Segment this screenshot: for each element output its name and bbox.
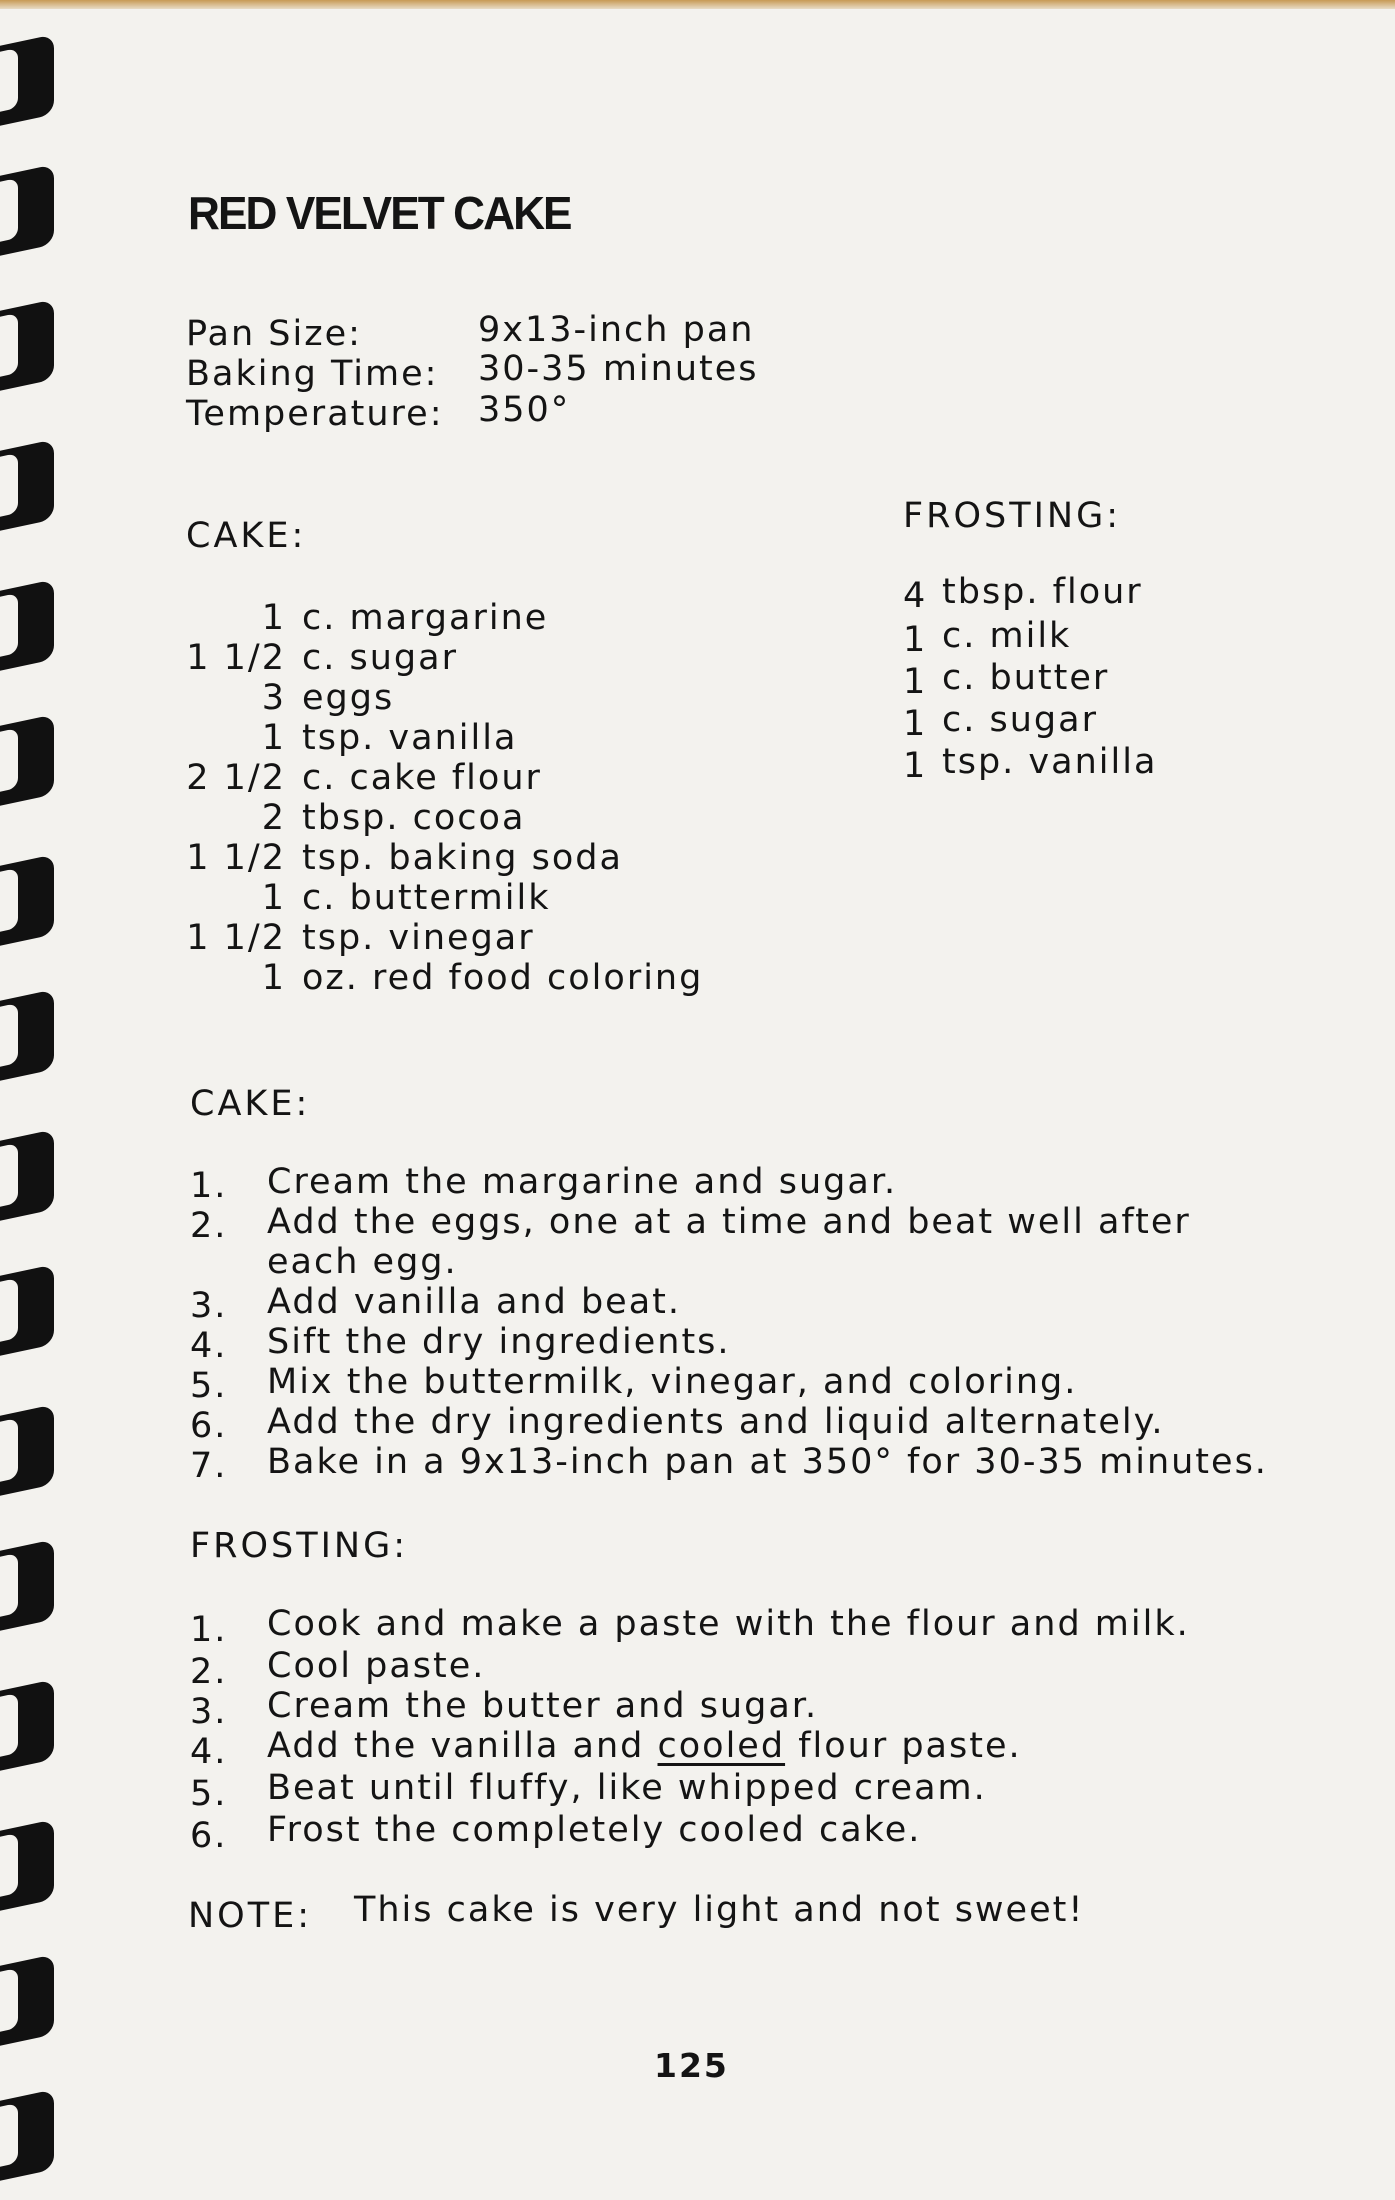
section-heading: CAKE: [190, 1084, 311, 1124]
step-number: 2. [190, 1652, 228, 1692]
ingredient-item: tsp. baking soda [302, 838, 623, 878]
recipe-title: RED VELVET CAKE [188, 187, 571, 239]
spec-value: 30-35 minutes [478, 349, 759, 389]
step-text: each egg. [267, 1242, 458, 1282]
spiral-binding [0, 0, 60, 2200]
ingredient-item: c. sugar [942, 700, 1098, 740]
ingredient-amount: 3 [261, 678, 286, 718]
ingredient-item: tbsp. cocoa [302, 798, 526, 838]
underlined-word: cooled [657, 1726, 786, 1766]
page-top-edge [0, 0, 1395, 9]
ingredient-item: c. cake flour [302, 758, 542, 798]
spec-value: 350° [478, 390, 571, 430]
step-text [267, 1726, 1022, 1766]
step-text: Add the dry ingredients and liquid alternately. [267, 1402, 1165, 1442]
step-number: 5. [190, 1774, 228, 1814]
step-number: 7. [190, 1446, 228, 1486]
section-heading: FROSTING: [903, 496, 1122, 536]
page-number: 125 [654, 2046, 729, 2085]
ingredient-amount: 1 [903, 620, 928, 660]
step-number: 1. [190, 1610, 228, 1650]
step-number: 3. [190, 1692, 228, 1732]
ingredient-amount: 1 [261, 718, 286, 758]
note-label: NOTE: [188, 1896, 313, 1936]
step-text-part: Add the vanilla and [267, 1726, 658, 1766]
step-number: 6. [190, 1406, 228, 1446]
ingredient-amount: 1 1/2 [186, 638, 286, 678]
step-text: Beat until fluffy, like whipped cream. [267, 1768, 987, 1808]
ingredient-item: tsp. vanilla [302, 718, 518, 758]
ingredient-amount: 1 1/2 [186, 918, 286, 958]
ingredient-item: c. margarine [302, 598, 549, 638]
ingredient-item: tsp. vinegar [302, 918, 535, 958]
spec-value: 9x13-inch pan [478, 310, 755, 350]
step-text: Add vanilla and beat. [267, 1282, 681, 1322]
spec-label: Pan Size: [186, 314, 362, 354]
ingredient-item: tsp. vanilla [942, 742, 1158, 782]
step-text: Mix the buttermilk, vinegar, and coloring. [267, 1362, 1078, 1402]
note-text: This cake is very light and not sweet! [354, 1890, 1085, 1930]
step-text: Cool paste. [267, 1646, 486, 1686]
step-number: 4. [190, 1732, 228, 1772]
ingredient-item: tbsp. flour [942, 572, 1143, 612]
step-text: Cream the butter and sugar. [267, 1686, 819, 1726]
step-text: Frost the completely cooled cake. [267, 1810, 922, 1850]
step-text: Cook and make a paste with the flour and milk. [267, 1604, 1190, 1644]
step-number: 1. [190, 1166, 228, 1206]
ingredient-amount: 1 [261, 958, 286, 998]
spec-label: Temperature: [186, 394, 444, 434]
ingredient-item: oz. red food coloring [302, 958, 704, 998]
ingredient-item: c. milk [942, 616, 1072, 656]
ingredient-amount: 1 [261, 878, 286, 918]
step-text: Add the eggs, one at a time and beat well after [267, 1202, 1191, 1242]
spec-label: Baking Time: [186, 354, 439, 394]
step-text: Bake in a 9x13-inch pan at 350° for 30-35 minutes. [267, 1442, 1268, 1482]
ingredient-amount: 1 [903, 704, 928, 744]
section-heading: CAKE: [186, 516, 307, 556]
ingredient-amount: 4 [903, 576, 928, 616]
step-number: 3. [190, 1286, 228, 1326]
ingredient-amount: 1 [903, 662, 928, 702]
ingredient-amount: 1 [903, 746, 928, 786]
ingredient-item: c. sugar [302, 638, 458, 678]
ingredient-item: eggs [302, 678, 395, 718]
step-number: 2. [190, 1206, 228, 1246]
step-text: Cream the margarine and sugar. [267, 1162, 898, 1202]
ingredient-item: c. butter [942, 658, 1110, 698]
step-number: 5. [190, 1366, 228, 1406]
step-text-part: flour paste. [785, 1726, 1022, 1766]
step-number: 4. [190, 1326, 228, 1366]
step-number: 6. [190, 1816, 228, 1856]
ingredient-item: c. buttermilk [302, 878, 551, 918]
ingredient-amount: 2 [261, 798, 286, 838]
step-text: Sift the dry ingredients. [267, 1322, 731, 1362]
ingredient-amount: 1 [261, 598, 286, 638]
ingredient-amount: 1 1/2 [186, 838, 286, 878]
ingredient-amount: 2 1/2 [186, 758, 286, 798]
section-heading: FROSTING: [190, 1526, 409, 1566]
